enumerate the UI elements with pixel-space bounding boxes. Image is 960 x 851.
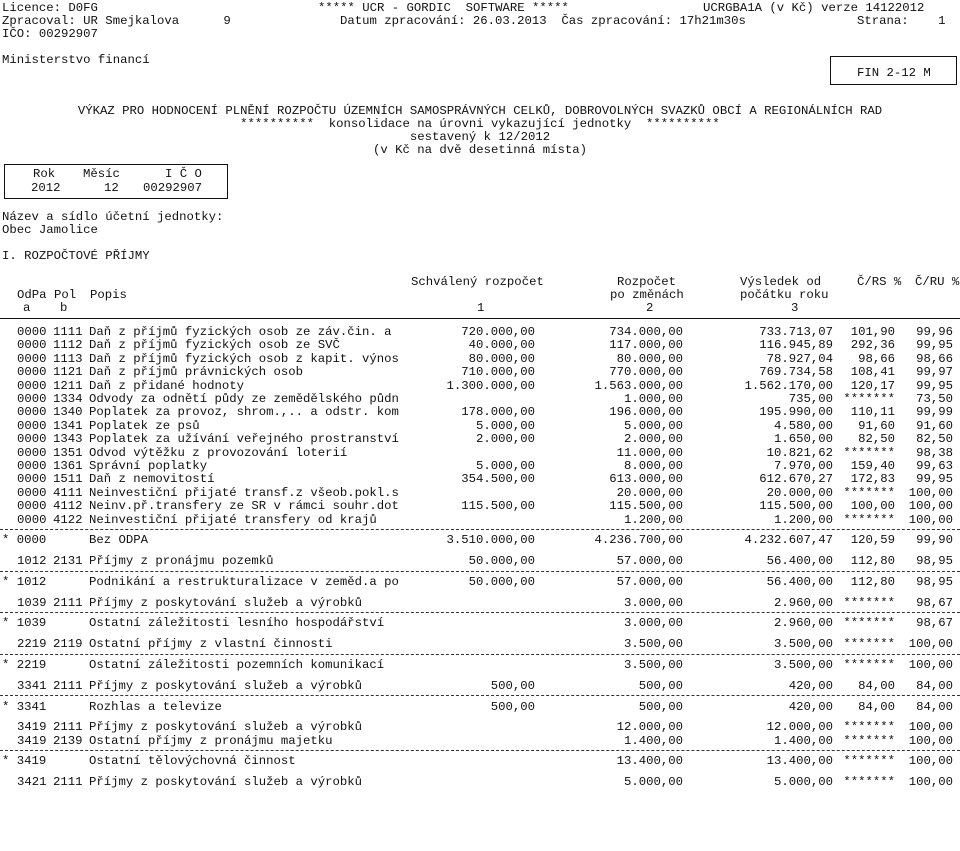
cell-popis: Příjmy z pronájmu pozemků [89,554,274,569]
cell-popis: Ostatní záležitosti pozemních komunikací [89,657,385,672]
cell-s: 3.510.000,00 [446,533,535,548]
col-vysledek: Výsledek od [740,275,822,289]
cell-pol: 1340 [53,405,83,420]
cell-popis: Podnikání a restrukturalizace v zeměd.a po [89,574,399,589]
cell-crs: 84,00 [858,699,895,714]
cell-r: 500,00 [638,678,683,693]
cell-odpa: 3421 [17,775,47,790]
cell-pol: 2119 [53,637,83,652]
cell-odpa: 0000 [17,512,47,527]
cell-pol: 4112 [53,499,83,514]
cell-popis: Bez ODPA [89,533,149,548]
subtotal-separator [0,571,960,572]
rok-label: Rok [33,167,56,181]
cell-v: 735,00 [788,392,833,406]
software-banner: ***** UCR - GORDIC SOFTWARE ***** [318,1,569,15]
cell-cru: 100,00 [908,512,953,527]
cell-cru: 99,96 [916,325,953,339]
cell-crs: 292,36 [850,338,895,353]
table-row [0,596,960,611]
cell-v: 769.734,58 [759,365,833,380]
cell-odpa: * 2219 [2,657,47,672]
entity-label: Název a sídlo účetní jednotky: [2,210,224,224]
cell-popis: Daň z příjmů fyzických osob ze SVČ [89,338,340,353]
cell-s: 80.000,00 [468,351,535,366]
cell-v: 733.713,07 [759,325,833,339]
cell-v: 116.945,89 [759,338,833,353]
cell-v: 56.400,00 [766,554,833,569]
col-rozpocet: Rozpočet [617,275,677,289]
cell-pol: 1361 [53,459,83,473]
cell-popis: Ostatní příjmy z vlastní činnosti [89,637,333,652]
ministry-name: Ministerstvo financí [2,53,150,67]
cell-odpa: * 0000 [2,533,47,548]
cell-crs: ******* [843,637,895,652]
cell-cru: 98,67 [916,595,953,610]
cell-v: 195.990,00 [759,405,833,420]
cell-popis: Daň z přidané hodnoty [89,378,244,393]
cell-r: 5.000,00 [623,418,683,433]
cell-crs: ******* [843,616,895,631]
subtotal-separator [0,695,960,696]
cell-s: 115.500,00 [461,499,535,514]
cell-odpa: 0000 [17,351,47,366]
cell-odpa: 0000 [17,365,47,380]
cell-v: 2.960,00 [773,595,833,610]
cell-crs: ******* [843,595,895,610]
cell-r: 13.400,00 [616,754,683,769]
subtotal-row [0,533,960,548]
cell-popis: Příjmy z poskytování služeb a výrobků [89,720,363,735]
cell-popis: Příjmy z poskytování služeb a výrobků [89,595,363,610]
cell-odpa: 0000 [17,432,47,447]
cell-r: 734.000,00 [609,325,683,339]
report-title: VÝKAZ PRO HODNOCENÍ PLNĚNÍ ROZPOČTU ÚZEMNÍCH SAMOSPRÁVNÝCH CELKŮ, DOBROVOLNÝCH SVAZKŮ OBCÍ A REGIONÁLNÍCH RAD [77,104,883,118]
table-row [0,513,960,528]
cell-odpa: 0000 [17,472,47,487]
col-a: a [23,301,31,315]
report-version: UCRGBA1A (v Kč) verze 14122012 [703,1,925,15]
consolidation-note: ********** konsolidace na úrovni vykazující jednotky ********** [240,117,720,131]
subtotal-separator [0,612,960,613]
cell-s: 50.000,00 [468,574,535,589]
cell-pol: 1211 [53,378,83,393]
subtotal-separator [0,750,960,751]
cell-v: 1.400,00 [773,733,833,748]
cell-popis: Daň z příjmů fyzických osob ze záv.čin. a [89,325,392,339]
cell-crs: ******* [843,445,895,460]
cell-odpa: * 3341 [2,699,47,714]
cell-crs: 100,00 [850,499,895,514]
cell-popis: Poplatek za užívání veřejného prostranství [89,432,399,447]
rok-value: 2012 [31,181,61,195]
cell-r: 1.563.000,00 [594,378,683,393]
cell-pol: 2131 [53,554,83,569]
cell-popis: Příjmy z poskytování služeb a výrobků [89,678,363,693]
cell-cru: 99,95 [916,472,953,487]
subtotal-row [0,700,960,715]
cell-popis: Daň z příjmů právnických osob [89,365,304,380]
cell-v: 78.927,04 [766,351,833,366]
header-rule [0,318,960,319]
cell-popis: Rozhlas a televize [89,699,222,714]
col-num-2: 2 [646,301,654,315]
cell-cru: 100,00 [908,657,953,672]
subtotal-row [0,575,960,590]
cell-crs: ******* [843,512,895,527]
cell-r: 3.000,00 [623,595,683,610]
col-vysledek-2: počátku roku [740,288,829,302]
cell-r: 1.000,00 [623,392,683,406]
cell-r: 12.000,00 [616,720,683,735]
cell-r: 80.000,00 [616,351,683,366]
cell-v: 5.000,00 [773,775,833,790]
cell-v: 13.400,00 [766,754,833,769]
cell-s: 1.300.000,00 [446,378,535,393]
cell-crs: 101,90 [850,325,895,339]
cell-cru: 100,00 [908,485,953,500]
cell-crs: 120,59 [850,533,895,548]
section-title: I. ROZPOČTOVÉ PŘÍJMY [2,249,150,263]
cell-s: 2.000,00 [475,432,535,447]
cell-popis: Poplatek za provoz, shrom.,.. a odstr. kom [89,405,399,420]
cell-pol: 4122 [53,512,83,527]
col-rozpocet-2: po změnách [610,288,684,302]
cell-cru: 91,60 [916,418,953,433]
processed-by: Zpracoval: UR Smejkalova 9 [2,14,231,28]
cell-v: 420,00 [788,699,833,714]
cell-r: 57.000,00 [616,574,683,589]
cell-odpa: 0000 [17,338,47,353]
cell-s: 710.000,00 [461,365,535,380]
cell-popis: Ostatní záležitosti lesního hospodářství [89,616,385,631]
col-crs: Č/RS % [857,275,902,289]
cell-r: 20.000,00 [616,485,683,500]
cell-r: 8.000,00 [623,459,683,473]
cell-pol: 1343 [53,432,83,447]
ico-label: I Č O [165,167,202,181]
cell-cru: 99,90 [916,533,953,548]
cell-popis: Neinvestiční přijaté transfery od krajů [89,512,377,527]
col-num-3: 3 [791,301,799,315]
cell-cru: 98,95 [916,574,953,589]
cell-r: 613.000,00 [609,472,683,487]
cell-cru: 82,50 [916,432,953,447]
cell-cru: 98,95 [916,554,953,569]
cell-cru: 100,00 [908,637,953,652]
cell-crs: ******* [843,775,895,790]
cell-crs: ******* [843,657,895,672]
cell-odpa: 0000 [17,405,47,420]
cell-v: 4.232.607,47 [744,533,833,548]
cell-r: 57.000,00 [616,554,683,569]
cell-crs: 82,50 [858,432,895,447]
cell-pol: 1511 [53,472,83,487]
cell-cru: 99,99 [916,405,953,420]
cell-odpa: * 3419 [2,754,47,769]
licence-label: Licence: D0FG [2,1,98,15]
subtotal-separator [0,654,960,655]
cell-odpa: 0000 [17,392,47,406]
cell-popis: Neinv.př.transfery ze SR v rámci souhr.dot [89,499,399,514]
cell-popis: Daň z příjmů fyzických osob z kapit. výnos [89,351,399,366]
cell-v: 10.821,62 [766,445,833,460]
cell-v: 7.970,00 [773,459,833,473]
cell-cru: 100,00 [908,733,953,748]
cell-odpa: 1012 [17,554,47,569]
table-row [0,775,960,790]
cell-s: 40.000,00 [468,338,535,353]
col-b: b [60,301,68,315]
cell-s: 178.000,00 [461,405,535,420]
table-row [0,679,960,694]
cell-v: 12.000,00 [766,720,833,735]
cell-r: 1.400,00 [623,733,683,748]
cell-odpa: 3419 [17,733,47,748]
cell-pol: 2111 [53,775,83,790]
cell-v: 2.960,00 [773,616,833,631]
cell-cru: 99,95 [916,378,953,393]
cell-crs: ******* [843,392,895,406]
cell-crs: 172,83 [850,472,895,487]
cell-r: 770.000,00 [609,365,683,380]
cell-popis: Ostatní příjmy z pronájmu majetku [89,733,333,748]
mesic-label: Měsíc [83,167,120,181]
cell-cru: 73,50 [916,392,953,406]
cell-pol: 1341 [53,418,83,433]
cell-cru: 100,00 [908,720,953,735]
cell-pol: 2111 [53,595,83,610]
cell-cru: 100,00 [908,754,953,769]
compiled-as-of: sestavený k 12/2012 [409,130,551,144]
subtotal-row [0,754,960,769]
cell-r: 115.500,00 [609,499,683,514]
cell-pol: 1111 [53,325,83,339]
cell-crs: 112,80 [850,574,895,589]
cell-s: 354.500,00 [461,472,535,487]
subtotal-row [0,616,960,631]
cell-pol: 1351 [53,445,83,460]
cell-popis: Daň z nemovitostí [89,472,215,487]
cell-popis: Ostatní tělovýchovná činnost [89,754,296,769]
cell-crs: 112,80 [850,554,895,569]
cell-v: 612.670,27 [759,472,833,487]
form-code-box [830,56,957,85]
cell-r: 11.000,00 [616,445,683,460]
cell-v: 1.650,00 [773,432,833,447]
cell-s: 500,00 [490,678,535,693]
cell-pol: 1113 [53,351,83,366]
cell-pol: 1334 [53,392,83,406]
cell-pol: 4111 [53,485,83,500]
ico-value: 00292907 [143,181,203,195]
cell-v: 3.500,00 [773,637,833,652]
processing-date-time: Datum zpracování: 26.03.2013 Čas zpracování: 17h21m30s [340,14,746,28]
cell-v: 3.500,00 [773,657,833,672]
cell-s: 50.000,00 [468,554,535,569]
subtotal-row [0,658,960,673]
cell-cru: 98,67 [916,616,953,631]
cell-popis: Poplatek ze psů [89,418,200,433]
cell-crs: 98,66 [858,351,895,366]
cell-v: 1.562.170,00 [744,378,833,393]
cell-cru: 84,00 [916,699,953,714]
table-row [0,637,960,652]
page-number: Strana: 1 [857,14,946,28]
cell-odpa: 2219 [17,637,47,652]
cell-s: 500,00 [490,699,535,714]
cell-cru: 100,00 [908,775,953,790]
col-odpa: OdPa [17,288,47,302]
cell-crs: 108,41 [850,365,895,380]
form-code: FIN 2-12 M [857,66,931,80]
cell-popis: Příjmy z poskytování služeb a výrobků [89,775,363,790]
cell-odpa: 0000 [17,378,47,393]
table-row [0,554,960,569]
cell-r: 3.500,00 [623,637,683,652]
cell-r: 5.000,00 [623,775,683,790]
cell-crs: 159,40 [850,459,895,473]
cell-s: 5.000,00 [475,459,535,473]
ico-header: IČO: 00292907 [2,27,98,41]
col-cru: Č/RU % [915,275,960,289]
cell-r: 1.200,00 [623,512,683,527]
cell-cru: 98,66 [916,351,953,366]
subtotal-separator [0,529,960,530]
cell-odpa: 0000 [17,459,47,473]
cell-odpa: 0000 [17,325,47,339]
cell-v: 56.400,00 [766,574,833,589]
cell-crs: 110,11 [850,405,895,420]
currency-note: (v Kč na dvě desetinná místa) [372,143,587,157]
cell-v: 20.000,00 [766,485,833,500]
cell-cru: 84,00 [916,678,953,693]
cell-odpa: 0000 [17,485,47,500]
cell-odpa: 0000 [17,445,47,460]
col-pol: Pol [54,288,77,302]
cell-pol: 1112 [53,338,83,353]
cell-popis: Odvody za odnětí půdy ze zemědělského půdn [89,392,399,406]
entity-name: Obec Jamolice [2,223,98,237]
cell-odpa: 3341 [17,678,47,693]
cell-cru: 100,00 [908,499,953,514]
cell-odpa: * 1012 [2,574,47,589]
cell-popis: Odvod výtěžku z provozování loterií [89,445,348,460]
cell-crs: ******* [843,720,895,735]
cell-v: 420,00 [788,678,833,693]
cell-r: 3.500,00 [623,657,683,672]
cell-s: 5.000,00 [475,418,535,433]
cell-cru: 99,97 [916,365,953,380]
cell-v: 1.200,00 [773,512,833,527]
cell-crs: 91,60 [858,418,895,433]
cell-r: 500,00 [638,699,683,714]
cell-cru: 99,95 [916,338,953,353]
col-popis: Popis [90,288,127,302]
cell-r: 117.000,00 [609,338,683,353]
cell-pol: 1121 [53,365,83,380]
cell-cru: 99,63 [916,459,953,473]
mesic-value: 12 [104,181,119,195]
cell-odpa: 1039 [17,595,47,610]
cell-odpa: 0000 [17,499,47,514]
cell-crs: 120,17 [850,378,895,393]
cell-cru: 98,38 [916,445,953,460]
cell-crs: ******* [843,754,895,769]
cell-crs: ******* [843,485,895,500]
cell-pol: 2139 [53,733,83,748]
col-num-1: 1 [477,301,485,315]
cell-v: 4.580,00 [773,418,833,433]
cell-crs: ******* [843,733,895,748]
cell-r: 3.000,00 [623,616,683,631]
cell-r: 196.000,00 [609,405,683,420]
cell-r: 2.000,00 [623,432,683,447]
cell-odpa: 0000 [17,418,47,433]
cell-popis: Neinvestiční přijaté transf.z všeob.pokl.s [89,485,399,500]
cell-v: 115.500,00 [759,499,833,514]
cell-s: 720.000,00 [461,325,535,339]
cell-odpa: 3419 [17,720,47,735]
cell-crs: 84,00 [858,678,895,693]
cell-odpa: * 1039 [2,616,47,631]
cell-popis: Správní poplatky [89,459,208,473]
col-schvaleny: Schválený rozpočet [411,275,544,289]
cell-pol: 2111 [53,678,83,693]
table-row [0,734,960,749]
cell-pol: 2111 [53,720,83,735]
cell-r: 4.236.700,00 [594,533,683,548]
